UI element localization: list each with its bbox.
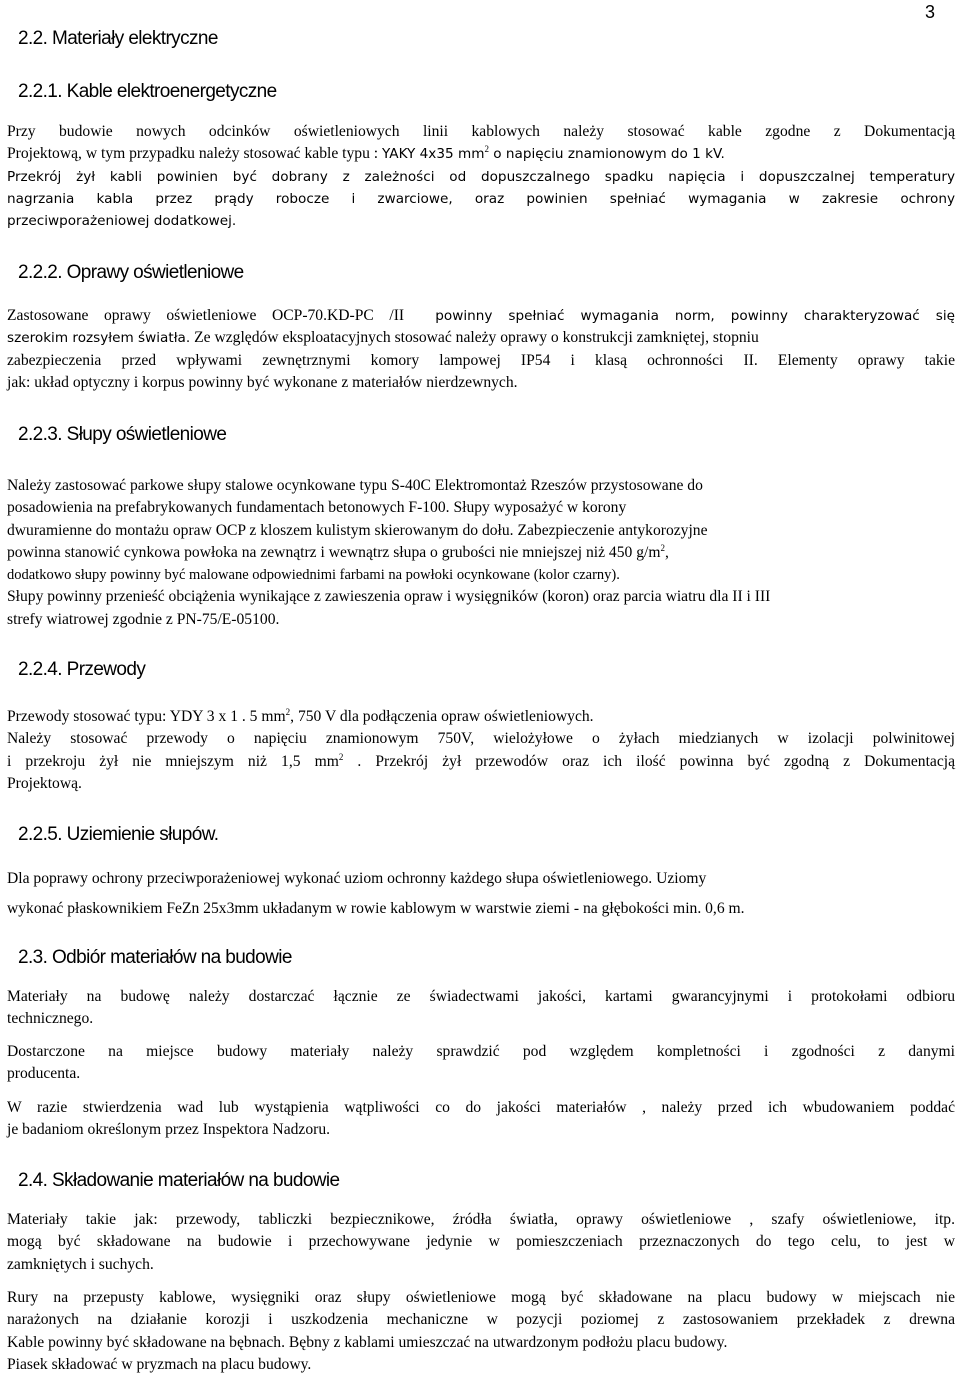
text-line: narażonych na działanie korozji i uszkodzenia mechaniczne w pozycji poziomej z zastosowaniem przekładek z drewna	[7, 1311, 955, 1329]
text-span: Zastosowane oprawy oświetleniowe OCP-70.KD-PC /II	[7, 307, 405, 324]
text-line: Słupy powinny przenieść obciążenia wynikające z zawieszenia opraw i wysięgników (koron) oraz parcia wiatru dla II i III	[7, 588, 771, 606]
text-line: dwuramienne do montażu opraw OCP z kloszem kulistym skierowanym do dołu. Zabezpieczenie antykorozyjne	[7, 521, 708, 539]
text-span: Przewody stosować typu: YDY 3 x 1 . 5 mm	[7, 708, 286, 725]
text-line: jak: układ optyczny i korpus powinny być wykonane z materiałów nierdzewnych.	[7, 373, 518, 391]
text-span: ,	[664, 543, 669, 561]
paragraph-skladowanie-1	[7, 1209, 955, 1276]
text-line	[7, 751, 955, 773]
paragraph-skladowanie-2	[7, 1287, 955, 1376]
text-span: szerokim rozsyłem światła.	[7, 330, 191, 347]
text-span: Projektową, w tym przypadku należy stosować kable typu :	[7, 145, 379, 163]
text-line: Należy zastosować parkowe słupy stalowe ocynkowane typu S-40C Elektromontaż Rzeszów przystosowane do	[7, 477, 703, 494]
text-line: Dostarczone na miejsce budowy materiały należy sprawdzić pod względem kompletności i zgodności z danymi	[7, 1043, 955, 1060]
text-line: mogą być składowane na budowie i przechowywane jedynie w pomieszczeniach przeznaczonych do tego celu, to jest w	[7, 1233, 955, 1251]
text-line	[7, 327, 955, 349]
page-number: 3	[924, 2, 935, 22]
text-line: Przekrój żył kabli powinien być dobrany z zależności od dopuszczalnego spadku napięcia i dopuszczalnej temperatury	[7, 168, 955, 185]
text-line: Projektową.	[7, 774, 82, 792]
heading-2-2-1: 2.2.1. Kable elektroenergetyczne	[18, 81, 277, 102]
paragraph-kable	[7, 121, 955, 232]
text-line: nagrzania kabla przez prądy robocze i zwarciowe, oraz powinien spełniać wymagania w zakresie ochrony	[7, 190, 955, 207]
text-span: powinna stanowić cynkowa powłoka na zewnątrz i wewnątrz słupa o grubości nie mniejszej niż 450 g/m	[7, 543, 661, 561]
text-line: technicznego.	[7, 1010, 94, 1028]
text-line	[7, 542, 955, 564]
heading-2-4: 2.4. Składowanie materiałów na budowie	[18, 1170, 340, 1191]
text-line: dodatkowo słupy powinny być malowane odpowiednimi farbami na powłoki ocynkowane (kolor czarny).	[7, 567, 620, 584]
text-span: powinny spełniać wymagania norm, powinny charakteryzować się	[435, 308, 956, 324]
text-line: W razie stwierdzenia wad lub wystąpienia wątpliwości co do jakości materiałów , należy przed ich wbudowaniem poddać	[7, 1099, 955, 1116]
text-line: strefy wiatrowej zgodnie z PN-75/E-05100.	[7, 610, 280, 628]
text-line: Dla poprawy ochrony przeciwporażeniowej wykonać uziom ochronny każdego słupa oświetleniowego. Uziomy	[7, 870, 707, 887]
heading-2-2: 2.2. Materiały elektryczne	[18, 28, 218, 49]
text-line: zamkniętych i suchych.	[7, 1255, 154, 1273]
text-line	[7, 305, 955, 327]
text-span: o napięciu znamionowym do 1 kV.	[488, 146, 725, 163]
text-line: wykonać płaskownikiem FeZn 25x3mm układanym w rowie kablowym w warstwie ziemi - na głębokości min. 0,6 m.	[7, 900, 745, 917]
superscript: 2	[660, 542, 665, 553]
superscript: 2	[484, 144, 489, 155]
heading-2-3: 2.3. Odbiór materiałów na budowie	[18, 947, 292, 968]
paragraph-odbior-2	[7, 1041, 955, 1086]
text-line: Kable powinny być składowane na bębnach. Bębny z kablami umieszczać na utwardzonym podłożu placu budowy.	[7, 1333, 728, 1351]
paragraph-slupy	[7, 475, 955, 631]
text-line: posadowienia na prefabrykowanych fundamentach betonowych F-100. Słupy wyposażyć w korony	[7, 499, 627, 517]
text-line: Materiały takie jak: przewody, tabliczki bezpiecznikowe, źródła światła, oprawy oświetleniowe , szafy oświetleniowe, itp.	[7, 1211, 955, 1228]
heading-2-2-3: 2.2.3. Słupy oświetleniowe	[18, 424, 227, 445]
text-line: przeciwporażeniowej dodatkowej.	[7, 213, 237, 230]
text-line	[7, 143, 955, 165]
text-line: producenta.	[7, 1065, 81, 1083]
cable-type: YAKY 4x35 mm	[382, 146, 485, 163]
text-span: Ze względów eksploatacyjnych stosować należy oprawy o konstrukcji zamkniętej, stopniu	[190, 329, 759, 347]
text-span: . Przekrój żył przewodów oraz ich ilość powinna być zgodną z Dokumentacją	[343, 752, 956, 770]
text-line: zabezpieczenia przed wpływami zewnętrznymi komory lampowej IP54 i klasą ochronności II. Elementy oprawy takie	[7, 351, 955, 369]
paragraph-przewody	[7, 706, 955, 795]
text-line: Materiały na budowę należy dostarczać łącznie ze świadectwami jakości, kartami gwarancyjnymi i protokołami odbioru	[7, 988, 955, 1005]
heading-2-2-4: 2.2.4. Przewody	[18, 659, 146, 680]
text-line: je badaniom określonym przez Inspektora Nadzoru.	[7, 1121, 331, 1139]
text-line: Należy stosować przewody o napięciu znamionowym 750V, wielożyłowe o żyłach miedzianych w izolacji polwinitowej	[7, 730, 955, 748]
text-span: , 750 V dla podłączenia opraw oświetleniowych.	[290, 708, 594, 725]
text-span: i przekroju żył nie mniejszym niż 1,5 mm	[7, 752, 339, 770]
text-line: Piasek składować w pryzmach na placu budowy.	[7, 1355, 312, 1373]
text-line: Rury na przepusty kablowe, wysięgniki oraz słupy oświetleniowe mogą być składowane na placu budowy w miejscach nie	[7, 1289, 955, 1306]
paragraph-odbior-3	[7, 1097, 955, 1142]
text-line	[7, 706, 955, 728]
text-line: Przy budowie nowych odcinków oświetleniowych linii kablowych należy stosować kable zgodne z Dokumentacją	[7, 123, 955, 140]
superscript: 2	[285, 706, 291, 717]
paragraph-oprawy	[7, 305, 955, 394]
paragraph-uziemienie	[7, 864, 955, 924]
superscript: 2	[338, 751, 344, 762]
heading-2-2-2: 2.2.2. Oprawy oświetleniowe	[18, 262, 244, 283]
paragraph-odbior-1	[7, 986, 955, 1031]
heading-2-2-5: 2.2.5. Uziemienie słupów.	[18, 824, 219, 845]
